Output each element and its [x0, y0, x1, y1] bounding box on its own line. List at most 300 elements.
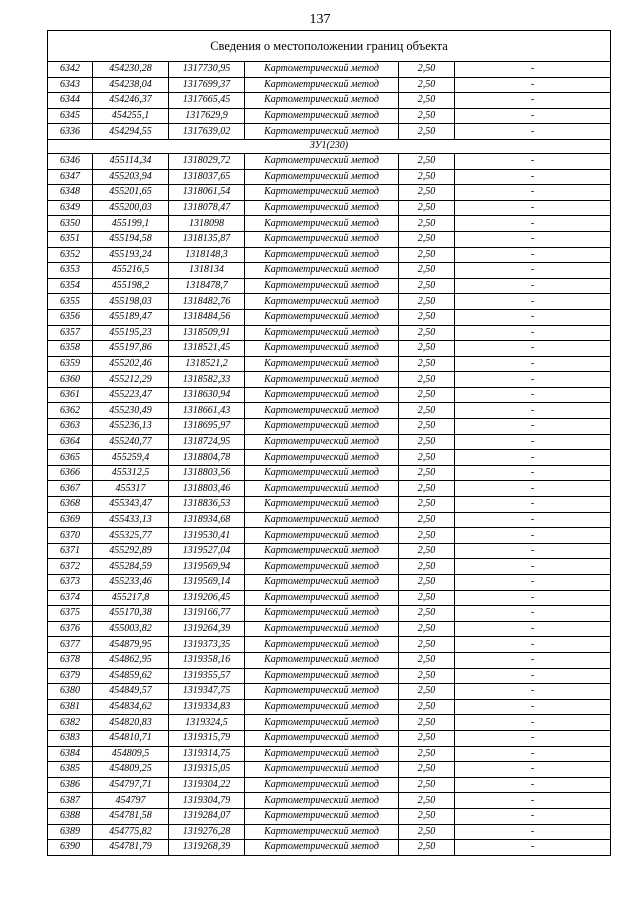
y-coordinate-cell: 1318061,54 — [169, 185, 245, 201]
description-cell: - — [455, 762, 611, 778]
x-coordinate-cell: 455233,46 — [93, 575, 169, 591]
x-coordinate-cell: 455212,29 — [93, 372, 169, 388]
accuracy-cell: 2,50 — [399, 699, 455, 715]
description-cell: - — [455, 341, 611, 357]
accuracy-cell: 2,50 — [399, 684, 455, 700]
x-coordinate-cell: 455203,94 — [93, 169, 169, 185]
point-number-cell: 6377 — [48, 637, 93, 653]
accuracy-cell: 2,50 — [399, 652, 455, 668]
accuracy-cell: 2,50 — [399, 637, 455, 653]
description-cell: - — [455, 465, 611, 481]
description-cell: - — [455, 652, 611, 668]
accuracy-cell: 2,50 — [399, 325, 455, 341]
description-cell: - — [455, 62, 611, 78]
point-number-cell: 6384 — [48, 746, 93, 762]
x-coordinate-cell: 454810,71 — [93, 730, 169, 746]
x-coordinate-cell: 455325,77 — [93, 528, 169, 544]
method-cell: Картометрический метод — [245, 575, 399, 591]
accuracy-cell: 2,50 — [399, 621, 455, 637]
table-row — [48, 247, 611, 263]
point-number-cell: 6371 — [48, 543, 93, 559]
point-number-cell: 6354 — [48, 278, 93, 294]
point-number-cell: 6382 — [48, 715, 93, 731]
table-row — [48, 341, 611, 357]
method-cell: Картометрический метод — [245, 668, 399, 684]
method-cell: Картометрический метод — [245, 216, 399, 232]
y-coordinate-cell: 1319276,28 — [169, 824, 245, 840]
x-coordinate-cell: 455223,47 — [93, 387, 169, 403]
description-cell: - — [455, 543, 611, 559]
y-coordinate-cell: 1318630,94 — [169, 387, 245, 403]
method-cell: Картометрический метод — [245, 231, 399, 247]
description-cell: - — [455, 699, 611, 715]
table-row — [48, 372, 611, 388]
accuracy-cell: 2,50 — [399, 528, 455, 544]
x-coordinate-cell: 455201,65 — [93, 185, 169, 201]
accuracy-cell: 2,50 — [399, 668, 455, 684]
accuracy-cell: 2,50 — [399, 465, 455, 481]
point-number-cell: 6347 — [48, 169, 93, 185]
method-cell: Картометрический метод — [245, 93, 399, 109]
point-number-cell: 6369 — [48, 512, 93, 528]
description-cell: - — [455, 621, 611, 637]
method-cell: Картометрический метод — [245, 434, 399, 450]
point-number-cell: 6351 — [48, 231, 93, 247]
accuracy-cell: 2,50 — [399, 481, 455, 497]
table-row — [48, 559, 611, 575]
description-cell: - — [455, 169, 611, 185]
accuracy-cell: 2,50 — [399, 124, 455, 140]
accuracy-cell: 2,50 — [399, 231, 455, 247]
method-cell: Картометрический метод — [245, 637, 399, 653]
x-coordinate-cell: 454781,58 — [93, 808, 169, 824]
boundary-coordinates-table — [47, 30, 611, 856]
table-row — [48, 231, 611, 247]
description-cell: - — [455, 450, 611, 466]
table-row — [48, 777, 611, 793]
method-cell: Картометрический метод — [245, 294, 399, 310]
table-row — [48, 621, 611, 637]
accuracy-cell: 2,50 — [399, 387, 455, 403]
y-coordinate-cell: 1318521,2 — [169, 356, 245, 372]
x-coordinate-cell: 455193,24 — [93, 247, 169, 263]
point-number-cell: 6388 — [48, 808, 93, 824]
y-coordinate-cell: 1318582,33 — [169, 372, 245, 388]
table-row — [48, 294, 611, 310]
point-number-cell: 6383 — [48, 730, 93, 746]
x-coordinate-cell: 454797,71 — [93, 777, 169, 793]
table-row — [48, 637, 611, 653]
point-number-cell: 6368 — [48, 497, 93, 513]
table-row — [48, 124, 611, 140]
accuracy-cell: 2,50 — [399, 419, 455, 435]
x-coordinate-cell: 455230,49 — [93, 403, 169, 419]
point-number-cell: 6389 — [48, 824, 93, 840]
description-cell: - — [455, 497, 611, 513]
method-cell: Картометрический метод — [245, 341, 399, 357]
y-coordinate-cell: 1319206,45 — [169, 590, 245, 606]
table-row — [48, 93, 611, 109]
y-coordinate-cell: 1317665,45 — [169, 93, 245, 109]
y-coordinate-cell: 1319358,16 — [169, 652, 245, 668]
point-number-cell: 6373 — [48, 575, 93, 591]
table-row — [48, 684, 611, 700]
table-row — [48, 481, 611, 497]
y-coordinate-cell: 1319304,22 — [169, 777, 245, 793]
y-coordinate-cell: 1318478,7 — [169, 278, 245, 294]
y-coordinate-cell: 1318521,45 — [169, 341, 245, 357]
point-number-cell: 6366 — [48, 465, 93, 481]
description-cell: - — [455, 153, 611, 169]
y-coordinate-cell: 1317699,37 — [169, 77, 245, 93]
accuracy-cell: 2,50 — [399, 62, 455, 78]
point-number-cell: 6385 — [48, 762, 93, 778]
accuracy-cell: 2,50 — [399, 200, 455, 216]
y-coordinate-cell: 1319530,41 — [169, 528, 245, 544]
method-cell: Картометрический метод — [245, 808, 399, 824]
x-coordinate-cell: 455198,03 — [93, 294, 169, 310]
description-cell: - — [455, 387, 611, 403]
description-cell: - — [455, 793, 611, 809]
y-coordinate-cell: 1319315,79 — [169, 730, 245, 746]
x-coordinate-cell: 455114,34 — [93, 153, 169, 169]
point-number-cell: 6375 — [48, 606, 93, 622]
method-cell: Картометрический метод — [245, 824, 399, 840]
method-cell: Картометрический метод — [245, 77, 399, 93]
y-coordinate-cell: 1318934,68 — [169, 512, 245, 528]
method-cell: Картометрический метод — [245, 528, 399, 544]
description-cell: - — [455, 777, 611, 793]
description-cell: - — [455, 200, 611, 216]
accuracy-cell: 2,50 — [399, 263, 455, 279]
table-row — [48, 512, 611, 528]
point-number-cell: 6356 — [48, 309, 93, 325]
x-coordinate-cell: 455170,38 — [93, 606, 169, 622]
method-cell: Картометрический метод — [245, 108, 399, 124]
description-cell: - — [455, 481, 611, 497]
y-coordinate-cell: 1318078,47 — [169, 200, 245, 216]
y-coordinate-cell: 1318803,56 — [169, 465, 245, 481]
table-body — [48, 31, 611, 856]
accuracy-cell: 2,50 — [399, 512, 455, 528]
y-coordinate-cell: 1318804,78 — [169, 450, 245, 466]
description-cell: - — [455, 309, 611, 325]
method-cell: Картометрический метод — [245, 512, 399, 528]
x-coordinate-cell: 455199,1 — [93, 216, 169, 232]
table-row — [48, 434, 611, 450]
point-number-cell: 6345 — [48, 108, 93, 124]
accuracy-cell: 2,50 — [399, 543, 455, 559]
table-row — [48, 450, 611, 466]
point-number-cell: 6355 — [48, 294, 93, 310]
description-cell: - — [455, 575, 611, 591]
y-coordinate-cell: 1318509,91 — [169, 325, 245, 341]
y-coordinate-cell: 1318836,53 — [169, 497, 245, 513]
method-cell: Картометрический метод — [245, 247, 399, 263]
table-row — [48, 746, 611, 762]
point-number-cell: 6362 — [48, 403, 93, 419]
x-coordinate-cell: 454781,79 — [93, 840, 169, 856]
method-cell: Картометрический метод — [245, 793, 399, 809]
x-coordinate-cell: 455189,47 — [93, 309, 169, 325]
table-row — [48, 543, 611, 559]
accuracy-cell: 2,50 — [399, 341, 455, 357]
accuracy-cell: 2,50 — [399, 185, 455, 201]
accuracy-cell: 2,50 — [399, 575, 455, 591]
point-number-cell: 6376 — [48, 621, 93, 637]
table-header-title: Сведения о местоположении границ объекта — [48, 31, 611, 62]
table-row — [48, 762, 611, 778]
description-cell: - — [455, 684, 611, 700]
x-coordinate-cell: 455003,82 — [93, 621, 169, 637]
y-coordinate-cell: 1317629,9 — [169, 108, 245, 124]
table-row — [48, 185, 611, 201]
y-coordinate-cell: 1319304,79 — [169, 793, 245, 809]
accuracy-cell: 2,50 — [399, 356, 455, 372]
y-coordinate-cell: 1318695,97 — [169, 419, 245, 435]
method-cell: Картометрический метод — [245, 124, 399, 140]
description-cell: - — [455, 325, 611, 341]
x-coordinate-cell: 455433,13 — [93, 512, 169, 528]
y-coordinate-cell: 1319264,39 — [169, 621, 245, 637]
accuracy-cell: 2,50 — [399, 793, 455, 809]
x-coordinate-cell: 455343,47 — [93, 497, 169, 513]
point-number-cell: 6364 — [48, 434, 93, 450]
accuracy-cell: 2,50 — [399, 294, 455, 310]
point-number-cell: 6378 — [48, 652, 93, 668]
description-cell: - — [455, 403, 611, 419]
description-cell: - — [455, 746, 611, 762]
y-coordinate-cell: 1319355,57 — [169, 668, 245, 684]
description-cell: - — [455, 419, 611, 435]
x-coordinate-cell: 455195,23 — [93, 325, 169, 341]
accuracy-cell: 2,50 — [399, 824, 455, 840]
x-coordinate-cell: 454797 — [93, 793, 169, 809]
description-cell: - — [455, 715, 611, 731]
table-row — [48, 216, 611, 232]
x-coordinate-cell: 454849,57 — [93, 684, 169, 700]
method-cell: Картометрический метод — [245, 590, 399, 606]
description-cell: - — [455, 108, 611, 124]
x-coordinate-cell: 455216,5 — [93, 263, 169, 279]
x-coordinate-cell: 455292,89 — [93, 543, 169, 559]
method-cell: Картометрический метод — [245, 497, 399, 513]
accuracy-cell: 2,50 — [399, 746, 455, 762]
accuracy-cell: 2,50 — [399, 777, 455, 793]
table-row — [48, 808, 611, 824]
x-coordinate-cell: 454820,83 — [93, 715, 169, 731]
x-coordinate-cell: 455312,5 — [93, 465, 169, 481]
point-number-cell: 6352 — [48, 247, 93, 263]
y-coordinate-cell: 1319315,05 — [169, 762, 245, 778]
method-cell: Картометрический метод — [245, 450, 399, 466]
description-cell: - — [455, 606, 611, 622]
description-cell: - — [455, 294, 611, 310]
point-number-cell: 6343 — [48, 77, 93, 93]
description-cell: - — [455, 278, 611, 294]
method-cell: Картометрический метод — [245, 746, 399, 762]
x-coordinate-cell: 454862,95 — [93, 652, 169, 668]
y-coordinate-cell: 1319324,5 — [169, 715, 245, 731]
description-cell: - — [455, 637, 611, 653]
table-row — [48, 62, 611, 78]
y-coordinate-cell: 1318482,76 — [169, 294, 245, 310]
table-row — [48, 309, 611, 325]
point-number-cell: 6344 — [48, 93, 93, 109]
table-row — [48, 715, 611, 731]
section-row — [48, 139, 611, 153]
x-coordinate-cell: 454294,55 — [93, 124, 169, 140]
accuracy-cell: 2,50 — [399, 434, 455, 450]
point-number-cell: 6365 — [48, 450, 93, 466]
x-coordinate-cell: 455284,59 — [93, 559, 169, 575]
point-number-cell: 6353 — [48, 263, 93, 279]
x-coordinate-cell: 454834,62 — [93, 699, 169, 715]
table-row — [48, 278, 611, 294]
method-cell: Картометрический метод — [245, 762, 399, 778]
description-cell: - — [455, 559, 611, 575]
table-row — [48, 730, 611, 746]
point-number-cell: 6350 — [48, 216, 93, 232]
table-row — [48, 263, 611, 279]
table-row — [48, 325, 611, 341]
method-cell: Картометрический метод — [245, 730, 399, 746]
table-row — [48, 153, 611, 169]
accuracy-cell: 2,50 — [399, 309, 455, 325]
y-coordinate-cell: 1319268,39 — [169, 840, 245, 856]
point-number-cell: 6380 — [48, 684, 93, 700]
accuracy-cell: 2,50 — [399, 497, 455, 513]
method-cell: Картометрический метод — [245, 387, 399, 403]
y-coordinate-cell: 1318803,46 — [169, 481, 245, 497]
method-cell: Картометрический метод — [245, 699, 399, 715]
method-cell: Картометрический метод — [245, 309, 399, 325]
y-coordinate-cell: 1319527,04 — [169, 543, 245, 559]
y-coordinate-cell: 1319569,94 — [169, 559, 245, 575]
x-coordinate-cell: 455198,2 — [93, 278, 169, 294]
x-coordinate-cell: 454809,25 — [93, 762, 169, 778]
point-number-cell: 6357 — [48, 325, 93, 341]
x-coordinate-cell: 455200,03 — [93, 200, 169, 216]
description-cell: - — [455, 93, 611, 109]
description-cell: - — [455, 185, 611, 201]
y-coordinate-cell: 1318148,3 — [169, 247, 245, 263]
accuracy-cell: 2,50 — [399, 450, 455, 466]
description-cell: - — [455, 512, 611, 528]
y-coordinate-cell: 1319569,14 — [169, 575, 245, 591]
point-number-cell: 6381 — [48, 699, 93, 715]
description-cell: - — [455, 840, 611, 856]
table-row — [48, 497, 611, 513]
table-row — [48, 419, 611, 435]
table-row — [48, 387, 611, 403]
y-coordinate-cell: 1318037,65 — [169, 169, 245, 185]
description-cell: - — [455, 216, 611, 232]
accuracy-cell: 2,50 — [399, 247, 455, 263]
method-cell: Картометрический метод — [245, 403, 399, 419]
description-cell: - — [455, 77, 611, 93]
section-label: ЗУ1(230) — [48, 139, 611, 153]
table-row — [48, 169, 611, 185]
method-cell: Картометрический метод — [245, 559, 399, 575]
x-coordinate-cell: 455202,46 — [93, 356, 169, 372]
method-cell: Картометрический метод — [245, 356, 399, 372]
y-coordinate-cell: 1318098 — [169, 216, 245, 232]
point-number-cell: 6360 — [48, 372, 93, 388]
accuracy-cell: 2,50 — [399, 840, 455, 856]
x-coordinate-cell: 454255,1 — [93, 108, 169, 124]
point-number-cell: 6361 — [48, 387, 93, 403]
accuracy-cell: 2,50 — [399, 715, 455, 731]
accuracy-cell: 2,50 — [399, 559, 455, 575]
x-coordinate-cell: 455259,4 — [93, 450, 169, 466]
accuracy-cell: 2,50 — [399, 606, 455, 622]
accuracy-cell: 2,50 — [399, 372, 455, 388]
table-row — [48, 606, 611, 622]
accuracy-cell: 2,50 — [399, 762, 455, 778]
x-coordinate-cell: 455197,86 — [93, 341, 169, 357]
y-coordinate-cell: 1318661,43 — [169, 403, 245, 419]
table-row — [48, 108, 611, 124]
table-row — [48, 403, 611, 419]
accuracy-cell: 2,50 — [399, 153, 455, 169]
y-coordinate-cell: 1319347,75 — [169, 684, 245, 700]
point-number-cell: 6346 — [48, 153, 93, 169]
description-cell: - — [455, 231, 611, 247]
point-number-cell: 6379 — [48, 668, 93, 684]
y-coordinate-cell: 1319284,07 — [169, 808, 245, 824]
description-cell: - — [455, 434, 611, 450]
method-cell: Картометрический метод — [245, 278, 399, 294]
method-cell: Картометрический метод — [245, 465, 399, 481]
point-number-cell: 6390 — [48, 840, 93, 856]
accuracy-cell: 2,50 — [399, 403, 455, 419]
method-cell: Картометрический метод — [245, 543, 399, 559]
table-row — [48, 77, 611, 93]
y-coordinate-cell: 1319373,35 — [169, 637, 245, 653]
table-row — [48, 793, 611, 809]
table-row — [48, 840, 611, 856]
x-coordinate-cell: 454775,82 — [93, 824, 169, 840]
description-cell: - — [455, 372, 611, 388]
method-cell: Картометрический метод — [245, 325, 399, 341]
description-cell: - — [455, 263, 611, 279]
point-number-cell: 6386 — [48, 777, 93, 793]
accuracy-cell: 2,50 — [399, 169, 455, 185]
description-cell: - — [455, 808, 611, 824]
x-coordinate-cell: 455317 — [93, 481, 169, 497]
accuracy-cell: 2,50 — [399, 77, 455, 93]
method-cell: Картометрический метод — [245, 62, 399, 78]
y-coordinate-cell: 1317730,95 — [169, 62, 245, 78]
method-cell: Картометрический метод — [245, 684, 399, 700]
y-coordinate-cell: 1318134 — [169, 263, 245, 279]
x-coordinate-cell: 455217,8 — [93, 590, 169, 606]
point-number-cell: 6358 — [48, 341, 93, 357]
accuracy-cell: 2,50 — [399, 216, 455, 232]
page-number: 137 — [309, 12, 331, 27]
accuracy-cell: 2,50 — [399, 590, 455, 606]
description-cell: - — [455, 590, 611, 606]
table-row — [48, 356, 611, 372]
accuracy-cell: 2,50 — [399, 730, 455, 746]
table-header-row — [48, 31, 611, 62]
method-cell: Картометрический метод — [245, 777, 399, 793]
description-cell: - — [455, 730, 611, 746]
accuracy-cell: 2,50 — [399, 808, 455, 824]
table-row — [48, 824, 611, 840]
x-coordinate-cell: 454809,5 — [93, 746, 169, 762]
